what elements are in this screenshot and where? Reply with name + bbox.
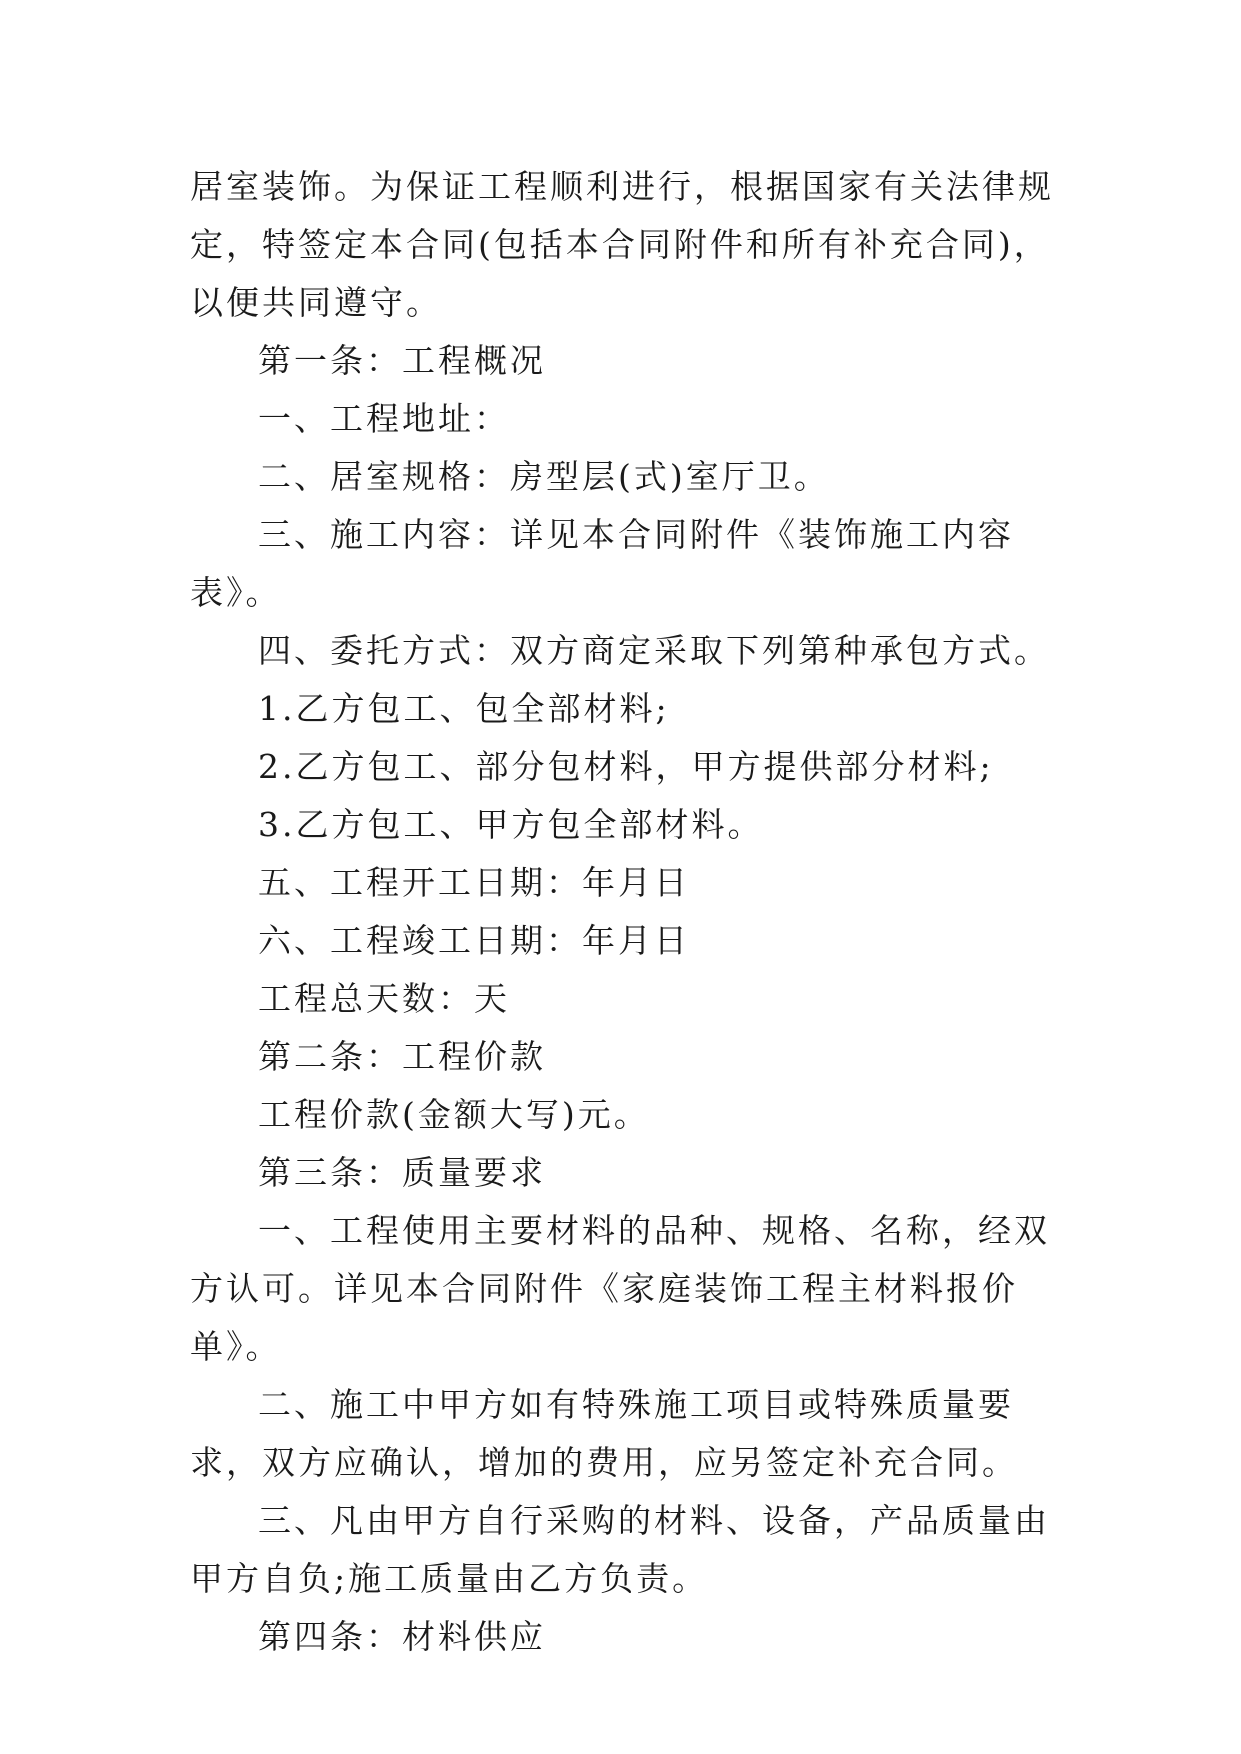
paragraph: 五、工程开工日期：年月日 — [258, 863, 690, 902]
article-3-heading: 第三条：质量要求 — [258, 1153, 546, 1192]
paragraph: 三、凡由甲方自行采购的材料、设备，产品质量由甲方自负;施工质量由乙方负责。 — [190, 1501, 1050, 1598]
list-item: 3.乙方包工、甲方包全部材料。 — [258, 805, 764, 844]
paragraph: 二、居室规格：房型层(式)室厅卫。 — [258, 457, 830, 496]
list-item: 1.乙方包工、包全部材料; — [258, 689, 670, 728]
paragraph: 四、委托方式：双方商定采取下列第种承包方式。 — [258, 631, 1050, 670]
paragraph: 工程总天数：天 — [258, 979, 510, 1018]
paragraph: 居室装饰。为保证工程顺利进行，根据国家有关法律规定，特签定本合同(包括本合同附件和所有补充合同)，以便共同遵守。 — [190, 167, 1054, 322]
article-4-heading: 第四条：材料供应 — [258, 1617, 546, 1656]
paragraph: 一、工程地址： — [258, 399, 510, 438]
list-item: 2.乙方包工、部分包材料，甲方提供部分材料; — [258, 747, 994, 786]
document-body — [190, 158, 1070, 1666]
paragraph: 二、施工中甲方如有特殊施工项目或特殊质量要求，双方应确认，增加的费用，应另签定补充合同。 — [190, 1385, 1018, 1482]
paragraph: 三、施工内容：详见本合同附件《装饰施工内容表》。 — [190, 515, 1014, 612]
article-2-heading: 第二条：工程价款 — [258, 1037, 546, 1076]
paragraph: 六、工程竣工日期：年月日 — [258, 921, 690, 960]
article-1-heading: 第一条：工程概况 — [258, 341, 546, 380]
paragraph: 一、工程使用主要材料的品种、规格、名称，经双方认可。详见本合同附件《家庭装饰工程主材料报价单》。 — [190, 1211, 1050, 1366]
paragraph: 工程价款(金额大写)元。 — [258, 1095, 650, 1134]
